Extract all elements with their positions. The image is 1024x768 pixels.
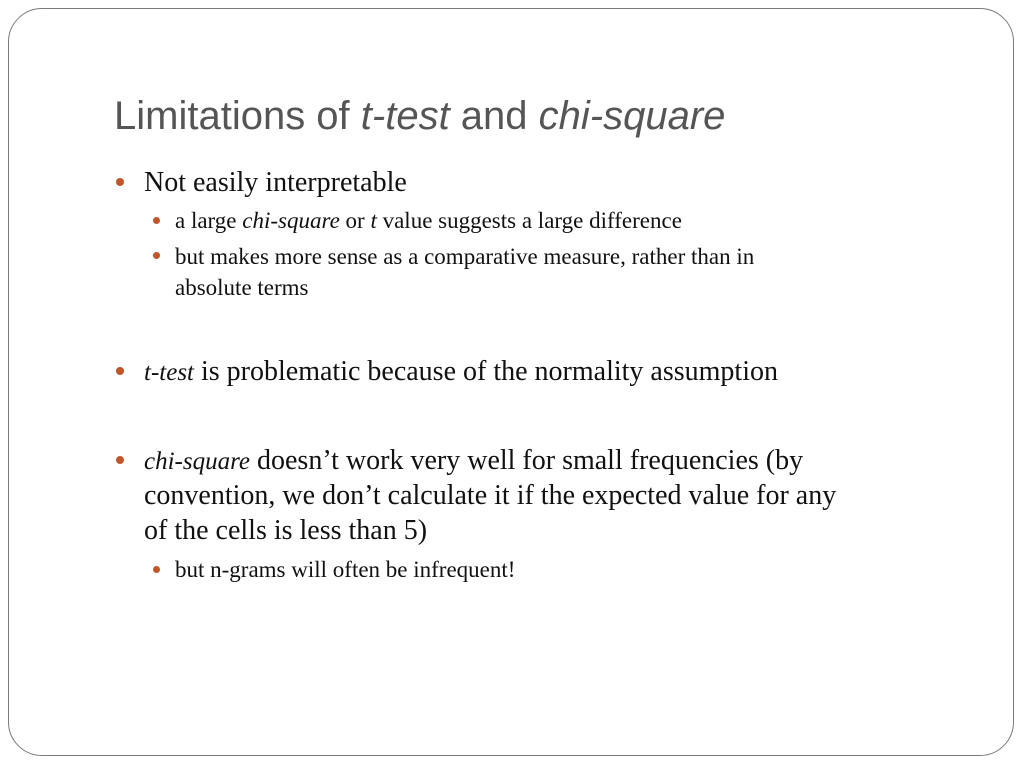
bullet-3-italic: chi-square (144, 448, 250, 475)
bullet-2-text (144, 355, 778, 390)
bullet-2-italic: t-test (144, 359, 194, 386)
title-text: Limitations of (114, 94, 361, 138)
sub-bullet-dot (153, 252, 160, 259)
bullet-3-line3: of the cells is less than 5) (144, 515, 428, 546)
bullet-dot (116, 456, 124, 464)
sub-bullet-1-2-line2: absolute terms (175, 275, 309, 300)
sub-bullet-1-1 (175, 206, 682, 236)
bullet-2-rest: is problematic because of the normality assumption (194, 356, 778, 387)
sub-italic-t: t (370, 208, 377, 233)
bullet-3-line2: convention, we don’t calculate it if the expected value for any (144, 480, 837, 511)
title-italic-chisquare: chi-square (538, 94, 726, 138)
sub-bullet-dot (153, 566, 160, 573)
sub-bullet-1-2-line1: but makes more sense as a comparative measure, rather than in (175, 244, 755, 269)
bullet-dot (116, 367, 124, 375)
title-text-and: and (449, 94, 539, 138)
sub-text: a large (175, 208, 243, 233)
sub-bullet-3-1: but n-grams will often be infrequent! (175, 557, 516, 582)
sub-text: value suggests a large difference (376, 208, 682, 233)
bullet-1-text: Not easily interpretable (144, 167, 407, 198)
bullet-dot (116, 178, 124, 186)
sub-italic-chisquare: chi-square (242, 208, 340, 233)
bullet-3-line1 (144, 444, 803, 479)
bullet-3-rest: doesn’t work very well for small frequencies (by (250, 445, 804, 476)
title-italic-ttest: t-test (360, 94, 450, 138)
sub-bullet-dot (153, 217, 160, 224)
sub-text: or (339, 208, 371, 233)
